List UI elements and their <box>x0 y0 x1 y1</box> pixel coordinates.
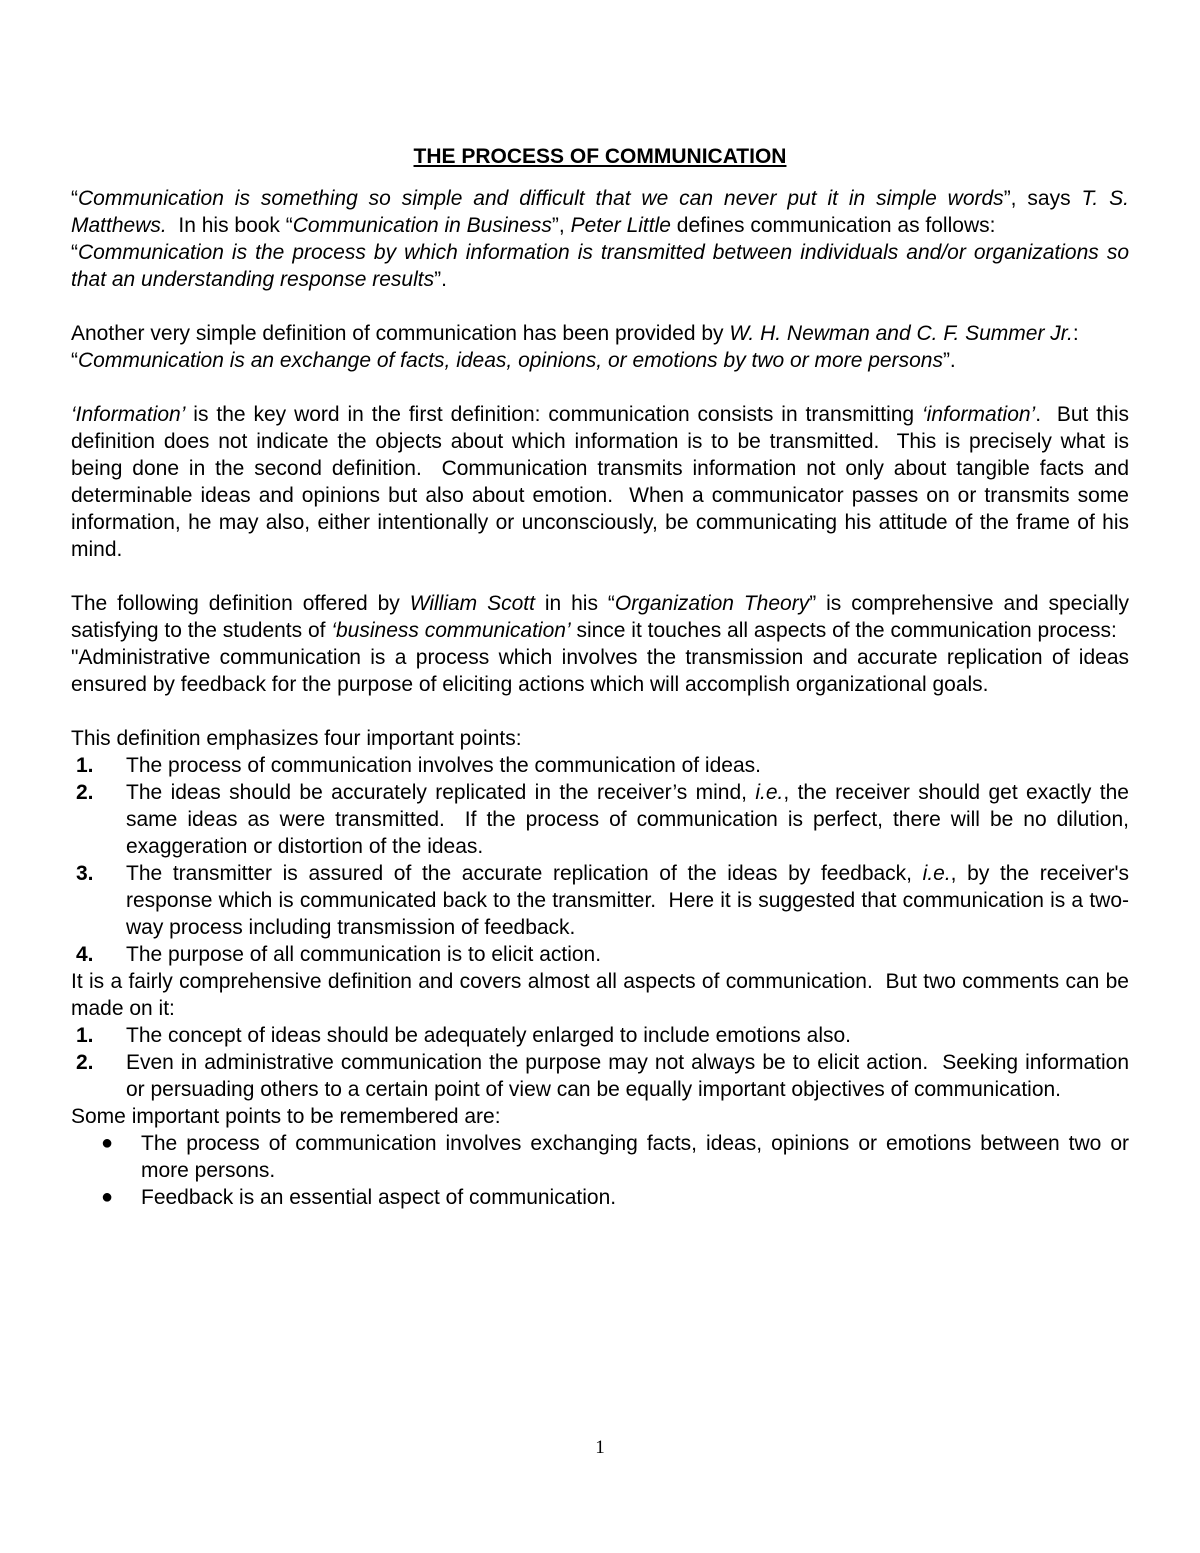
text-span: is the key word in the first definition: communication consists in transmitting <box>185 403 922 426</box>
paragraph-scott-definition: "Administrative communication is a process which involves the transmission and accurate replication of ideas ensured by feedback for the purpose of eliciting actions which will accomplish organizational goals. <box>71 646 1129 696</box>
little-quote: Communication is the process by which information is transmitted between individuals and/or organizations so that an understanding response results <box>71 241 1129 291</box>
text-span: . But this definition does not indicate the objects about which information is to be transmitted. This is precisely what is being done in the second definition. Communication transmits information not only about tangible facts and determinable ideas and opinions but also about emotion. When a communicator passes on or transmits some information, he may also, either intentionally or unconsciously, be communicating his attitude of the frame of his mind. <box>71 403 1135 561</box>
comments-list <box>71 1022 1135 1103</box>
text-span: Another very simple definition of communication has been provided by <box>71 322 730 345</box>
quote-mark: ”. <box>942 349 956 372</box>
list-item <box>71 1130 1129 1184</box>
list-number: 2. <box>76 1051 94 1074</box>
quote-mark: ”. <box>434 268 447 291</box>
quote-mark: “ <box>71 241 78 264</box>
bullet-icon: ● <box>101 1186 114 1208</box>
term-information: ‘Information’ <box>71 403 186 426</box>
text-span: defines communication as follows: <box>670 214 996 237</box>
page-number: 1 <box>595 1437 605 1458</box>
list-item-text: The process of communication involves the communication of ideas. <box>126 754 761 777</box>
list-item <box>71 1022 1129 1049</box>
list-item-text: The transmitter is assured of the accurate replication of the ideas by feedback, <box>126 862 923 885</box>
list-item-text: Even in administrative communication the purpose may not always be to elicit action. Seeking information or persuading others to a certain point of view can be equally important objectives of communication. <box>126 1051 1135 1101</box>
list-item-text: The concept of ideas should be adequately enlarged to include emotions also. <box>126 1024 851 1047</box>
paragraph-four-points-intro: This definition emphasizes four important points: <box>71 727 522 750</box>
author-little: Peter Little <box>570 214 671 237</box>
text-span: In his book “ <box>166 214 293 237</box>
list-item-text: , the receiver should get exactly the same ideas as were transmitted. If the process of communication is perfect, there will be no dilution, exaggeration or distortion of the ideas. <box>126 781 1135 858</box>
paragraph-matthews-definition <box>71 185 1129 239</box>
ie-abbrev: i.e. <box>922 862 951 885</box>
list-number: 3. <box>76 862 94 885</box>
author-newman-summer: W. H. Newman and C. F. Summer Jr. <box>729 322 1073 345</box>
list-item-text: The ideas should be accurately replicated in the receiver’s mind, <box>126 781 756 804</box>
term-business-communication: ‘business communication’ <box>331 619 571 642</box>
matthews-quote: Communication is something so simple and difficult that we can never put it in simple words <box>78 187 1004 210</box>
list-item-text: Feedback is an essential aspect of communication. <box>141 1186 617 1209</box>
book-title: Organization Theory <box>614 592 810 615</box>
book-title: Communication in Business <box>292 214 552 237</box>
list-item <box>71 752 1129 779</box>
text-span: The following definition offered by <box>71 592 410 615</box>
list-item-text: The purpose of all communication is to elicit action. <box>126 943 602 966</box>
bullet-icon: ● <box>101 1132 114 1154</box>
list-item <box>71 779 1135 860</box>
term-information: ‘information’ <box>922 403 1036 426</box>
ie-abbrev: i.e. <box>755 781 784 804</box>
paragraph-remember-intro: Some important points to be remembered are: <box>71 1105 501 1128</box>
four-points-list <box>71 752 1135 968</box>
newman-quote: Communication is an exchange of facts, ideas, opinions, or emotions by two or more persons <box>78 349 943 372</box>
list-number: 1. <box>76 754 94 777</box>
remember-list <box>71 1130 1129 1211</box>
list-item-text: The process of communication involves exchanging facts, ideas, opinions or emotions between two or more persons. <box>141 1132 1129 1182</box>
list-item <box>71 860 1135 941</box>
quote-mark: “ <box>71 187 78 210</box>
paragraph-comments-intro: It is a fairly comprehensive definition and covers almost all aspects of communication. But two comments can be made on it: <box>71 970 1135 1020</box>
document-title: THE PROCESS OF COMMUNICATION <box>413 145 787 168</box>
author-matthews: T. S. Matthews. <box>71 187 1129 237</box>
paragraph-newman-intro <box>71 320 1129 347</box>
paragraph-scott-intro <box>71 590 1129 644</box>
list-item <box>71 941 1129 968</box>
paragraph-little-definition <box>71 239 1129 293</box>
text-span: in his “ <box>534 592 615 615</box>
list-item-text: , by the receiver's response which is communicated back to the transmitter. Here it is suggested that communication is a two-way process including transmission of feedback. <box>126 862 1135 939</box>
author-scott: William Scott <box>409 592 535 615</box>
text-span: since it touches all aspects of the communication process: <box>570 619 1117 642</box>
text-span: ”, says <box>1003 187 1082 210</box>
text-span: : <box>1072 322 1079 345</box>
document-page <box>71 143 1135 1211</box>
quote-mark: “ <box>71 349 78 372</box>
paragraph-information-discussion <box>71 401 1135 563</box>
list-item <box>71 1184 1129 1211</box>
text-span: ”, <box>551 214 571 237</box>
list-number: 1. <box>76 1024 94 1047</box>
list-number: 2. <box>76 781 94 804</box>
list-number: 4. <box>76 943 94 966</box>
paragraph-newman-definition <box>71 347 1129 374</box>
text-span: ” is comprehensive and specially satisfying to the students of <box>71 592 1130 642</box>
list-item <box>71 1049 1135 1103</box>
